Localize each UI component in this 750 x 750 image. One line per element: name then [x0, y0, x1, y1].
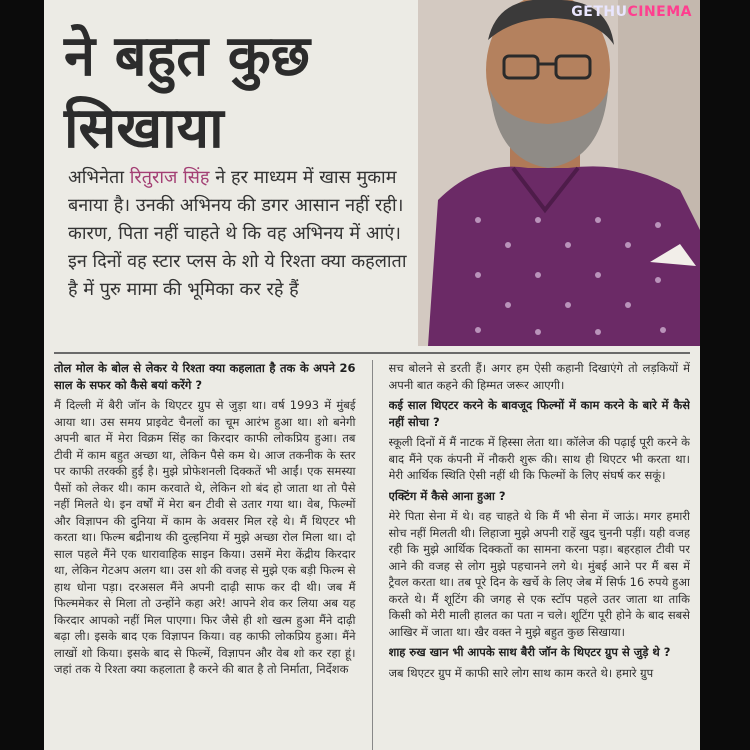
headline-line-1: ने बहुत कुछ	[64, 23, 310, 89]
interview-question: एक्टिंग में कैसे आना हुआ ?	[388, 488, 506, 503]
interview-question: शाह रुख खान भी आपके साथ बैरी जॉन के थिएटर ग्रुप से जुड़े थे ?	[388, 645, 671, 659]
watermark: GETHUCINEMA	[571, 4, 692, 20]
headline	[64, 20, 424, 164]
interview-question: कई साल थिएटर करने के बावजूद फिल्मों में काम करने के बारे में कैसे नहीं सोचा ?	[388, 398, 690, 429]
actor-photo	[418, 0, 700, 346]
article-body	[54, 360, 690, 750]
interview-answer: मेरे पिता सेना में थे। वह चाहते थे कि मैं भी सेना में जाऊं। मगर हमारी सोच नहीं मिलती थी। लिहाजा मुझे अपनी राहें खुद चुननी पड़ीं। यही वजह रही कि मुझे आर्थिक दिक्कतों का सामना करना पड़ा। बहरहाल टीवी पर आने की वजह से लोग मुझे पहचानने लगे थे। मुंबई आने पर मैं बस में ट्रैवल करता था। तब पूरे दिन के खर्चे के लिए जेब में सिर्फ 16 रुपये हुआ करते थे। मैं शूटिंग की जगह से एक स्टॉप पहले उतर जाता था ताकि किसी को मेरी माली हालत का पता न चले। शूटिंग पूरी होने के बाद सबसे आखिर में जाता था। खैर वक्त ने मुझे बहुत कुछ सिखाया।	[388, 509, 690, 639]
interview-answer: सच बोलने से डरती हैं। अगर हम ऐसी कहानी दिखाएंगे तो लड़कियों में अपनी बात कहने की हिम्मत जरूर आएगी।	[388, 361, 690, 392]
column-divider	[372, 360, 373, 750]
left-column	[54, 360, 356, 750]
actor-name: रितुराज सिंह	[129, 167, 210, 188]
interview-answer: मैं दिल्ली में बैरी जॉन के थिएटर ग्रुप से जुड़ा था। वर्ष 1993 में मुंबई आया था। उस समय प्राइवेट चैनलों का चूम आरंभ हुआ था। शो बनेगी अपनी बात में मेरा विक्रम सिंह का किरदार काफी लोकप्रिय हुआ। तब टीवी में काम बहुत अच्छा था, लेकिन पैसे कम थे। आज तकनीक के स्तर पर काफी तरक्की हुई है। मुझे प्रोफेशनली दिक्कतें भी आईं। एक समस्या पैसों को लेकर थी। काम करवाते थे, लेकिन शो बंद हो जाता था तो पैसे नहीं मिलते थे। इन वर्षों में मेरा बन टीवी से उतार गया था। वेब, फिल्मों और विज्ञापन की दुनिया में काम के अवसर मिल रहे थे। मैं थिएटर भी करता था। फिल्म बद्रीनाथ की दुल्हनिया में मुझे अच्छा रोल मिला था। दो साल पहले मैंने एक धारावाहिक साइन किया। उसमें मेरा केंद्रीय किरदार था, लेकिन गेटअप अलग था। उस शो की वजह से मुझे एक बड़ी फिल्म से हाथ धोना पड़ा। दरअसल मैंने अपनी दाढ़ी साफ कर दी थी। जब मैं फिल्ममेकर से मिला तो उन्होंने कहा अरे! आपने शेव कर लिया अब यह किरदार आपको नहीं मिल पाएगा। फिर जैसे ही शो खत्म हुआ मैंने दाढ़ी बढ़ा ली। इसके बाद एक विज्ञापन किया। वह काफी लोकप्रिय हुआ। मैंने लाखों शो किया। इसके बाद से फिल्में, विज्ञापन और वेब शो कर रहा हूं। जहां तक ये रिश्ता क्या कहलाता है करने की बात है तो निर्माता, निर्देशक	[54, 398, 356, 676]
section-divider	[54, 352, 690, 354]
newspaper-page	[44, 0, 700, 750]
right-column	[389, 360, 691, 750]
intro-paragraph: अभिनेता रितुराज सिंह ने हर माध्यम में खास मुकाम बनाया है। उनकी अभिनय की डगर आसान नहीं रही। कारण, पिता नहीं चाहते थे कि वह अभिनय में आएं। इन दिनों वह स्टार प्लस के शो ये रिश्ता क्या कहलाता है में पुरु मामा की भूमिका कर रहे हैं	[68, 167, 407, 300]
headline-line-2: सिखाया	[64, 95, 224, 161]
interview-answer: जब थिएटर ग्रुप में काफी सारे लोग साथ काम करते थे। हमारे ग्रुप	[388, 665, 654, 680]
interview-answer: स्कूली दिनों में मैं नाटक में हिस्सा लेता था। कॉलेज की पढ़ाई पूरी करने के बाद मैंने एक कंपनी में नौकरी शुरू की। साथ ही थिएटर भी करता था। मेरी आर्थिक स्थिति ऐसी नहीं थी कि फिल्मों के लिए संघर्ष कर सकूं।	[388, 435, 690, 482]
interview-question: तोल मोल के बोल से लेकर ये रिश्ता क्या कहलाता है तक के अपने 26 साल के सफर को कैसे बयां करेंगे ?	[54, 361, 356, 392]
